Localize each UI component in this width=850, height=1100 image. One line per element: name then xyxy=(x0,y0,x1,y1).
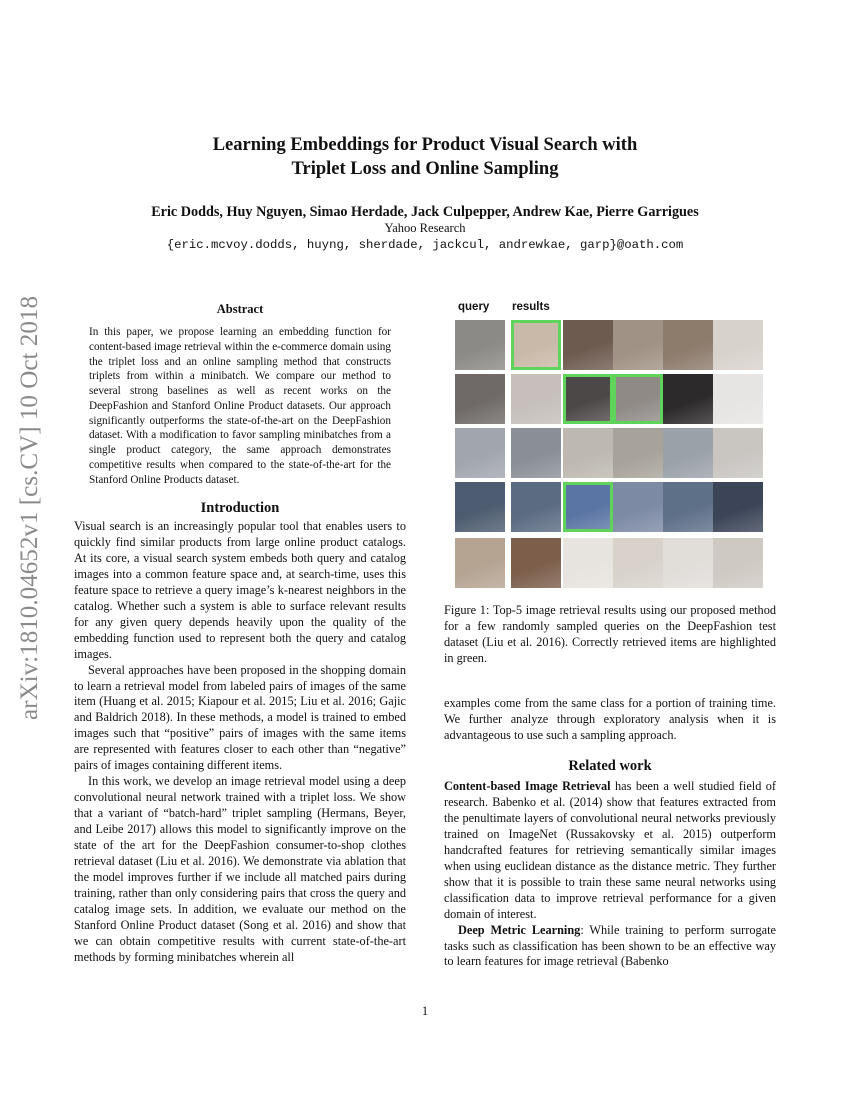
affiliation: Yahoo Research xyxy=(384,221,466,235)
figure-query-label: query xyxy=(458,301,490,313)
abstract-heading: Abstract xyxy=(216,302,264,316)
abstract-text: In this paper, we propose learning an embedding function for content-based image retrieval within the e-commerce domain using the triplet loss and an online sampling method that constructs triplets from within a minibatch. We compare our method to several strong baselines as well as recent works on the DeepFashion and Stanford Online Product datasets. Our approach significantly outperforms the state-of-the-art on the DeepFashion dataset. With a modification to favor sampling minibatches from a single product category, the same approach demonstrates competitive results when compared to the state-of-the-art for the Stanford Online Products dataset. xyxy=(89,326,391,486)
author-list: Eric Dodds, Huy Nguyen, Simao Herdade, Jack Culpepper, Andrew Kae, Pierre Garrigues xyxy=(151,204,699,220)
introduction-body xyxy=(74,519,406,966)
paper-title xyxy=(0,133,850,181)
result-image xyxy=(613,320,663,370)
figure-results-label: results xyxy=(512,301,550,313)
query-image xyxy=(455,538,505,588)
introduction-heading: Introduction xyxy=(200,500,280,516)
intro-paragraph-1: Visual search is an increasingly popular tool that enables users to quickly find similar products from large online product catalogs. At its core, a visual search system embeds both query and catalog images into a common feature space and, at search-time, uses this feature space to retrieve a query image’s k-nearest neighbors in the catalog. Whether such a system is able to surface relevant results for any given query depends heavily upon the quality of the embedding function used to represent both the query and catalog images. xyxy=(74,519,406,661)
email-list: {eric.mcvoy.dodds, huyng, sherdade, jackcul, andrewkae, garp}@oath.com xyxy=(166,238,684,252)
result-image xyxy=(563,428,613,478)
related-work-body xyxy=(444,779,776,970)
result-image xyxy=(613,538,663,588)
right-column-continuation xyxy=(444,696,776,744)
related-paragraph-1 xyxy=(444,779,776,923)
cbir-lead: Content-based Image Retrieval xyxy=(444,779,611,793)
result-image xyxy=(511,538,561,588)
result-image xyxy=(613,428,663,478)
query-image xyxy=(455,482,505,532)
result-image xyxy=(663,374,713,424)
arxiv-stamp xyxy=(6,296,48,720)
figure-caption: Figure 1: Top-5 image retrieval results using our proposed method for a few randomly sampled queries on the DeepFashion test dataset (Liu et al. 2016). Correctly retrieved items are highlighted in green. xyxy=(444,603,776,665)
intro-paragraph-2: Several approaches have been proposed in the shopping domain to learn a retrieval model from labeled pairs of images of the same item (Huang et al. 2015; Kiapour et al. 2015; Liu et al. 2016; Gajic and Baldrich 2018). In these methods, a model is trained to embed images such that “positive” pairs of images with the same items are represented with features closer to each other than “negative” pairs of images containing different items. xyxy=(74,662,406,773)
result-image xyxy=(663,428,713,478)
query-image xyxy=(455,320,505,370)
title-line-1: Learning Embeddings for Product Visual Search with xyxy=(212,135,638,155)
query-image xyxy=(455,374,505,424)
dml-text: : While training to perform surrogate tasks such as classification has been shown to be an effective way to learn features for image retrieval (Babenko xyxy=(444,922,776,969)
result-image xyxy=(511,374,561,424)
continuation-paragraph: examples come from the same class for a portion of training time. We further analyze through exploratory analysis when it is advantageous to use such a sampling approach. xyxy=(444,696,776,742)
result-image xyxy=(563,538,613,588)
related-paragraph-2 xyxy=(444,923,776,971)
cbir-text: has been a well studied field of research. Babenko et al. (2014) show that features extracted from the penultimate layers of convolutional neural networks previously trained on ImageNet (Russakovsky et al. 2015) outperform handcrafted features for retrieving semantically similar images when using euclidean distance as the distance metric. They further show that it is possible to train these same neural networks using classification data to improve retrieval performance for a given domain of interest. xyxy=(444,779,776,921)
dml-lead: Deep Metric Learning xyxy=(458,922,581,937)
query-image xyxy=(455,428,505,478)
result-image xyxy=(713,538,763,588)
result-image-correct xyxy=(563,374,613,424)
result-image xyxy=(663,320,713,370)
result-image xyxy=(713,428,763,478)
result-image xyxy=(663,482,713,532)
arxiv-id: arXiv:1810.04652v1 [cs.CV] 10 Oct 2018 xyxy=(16,297,43,720)
result-image-correct xyxy=(563,482,613,532)
result-image xyxy=(663,538,713,588)
related-work-heading: Related work xyxy=(568,758,652,774)
result-image xyxy=(713,320,763,370)
result-image xyxy=(511,482,561,532)
result-image xyxy=(613,482,663,532)
page-number: 1 xyxy=(421,1004,429,1018)
intro-paragraph-3: In this work, we develop an image retrieval model using a deep convolutional neural network trained with a triplet loss. We show that a variant of “batch-hard” triplet sampling (Hermans, Beyer, and Leibe 2017) allows this model to significantly improve on the state of the art for the DeepFashion consumer-to-shop clothes retrieval dataset (Liu et al. 2016). We demonstrate via ablation that the model improves further if we include all matched pairs during training, rather than only considering pairs that cross the query and catalog image sets. In addition, we evaluate our method on the Stanford Online Product dataset (Song et al. 2016) and show that we can obtain competitive results with current state-of-the-art methods by forming minibatches wherein all xyxy=(74,774,406,964)
result-image-correct xyxy=(511,320,561,370)
result-image-correct xyxy=(613,374,663,424)
result-image xyxy=(713,482,763,532)
result-image xyxy=(713,374,763,424)
result-image xyxy=(511,428,561,478)
title-line-2: Triplet Loss and Online Sampling xyxy=(291,159,559,179)
result-image xyxy=(563,320,613,370)
